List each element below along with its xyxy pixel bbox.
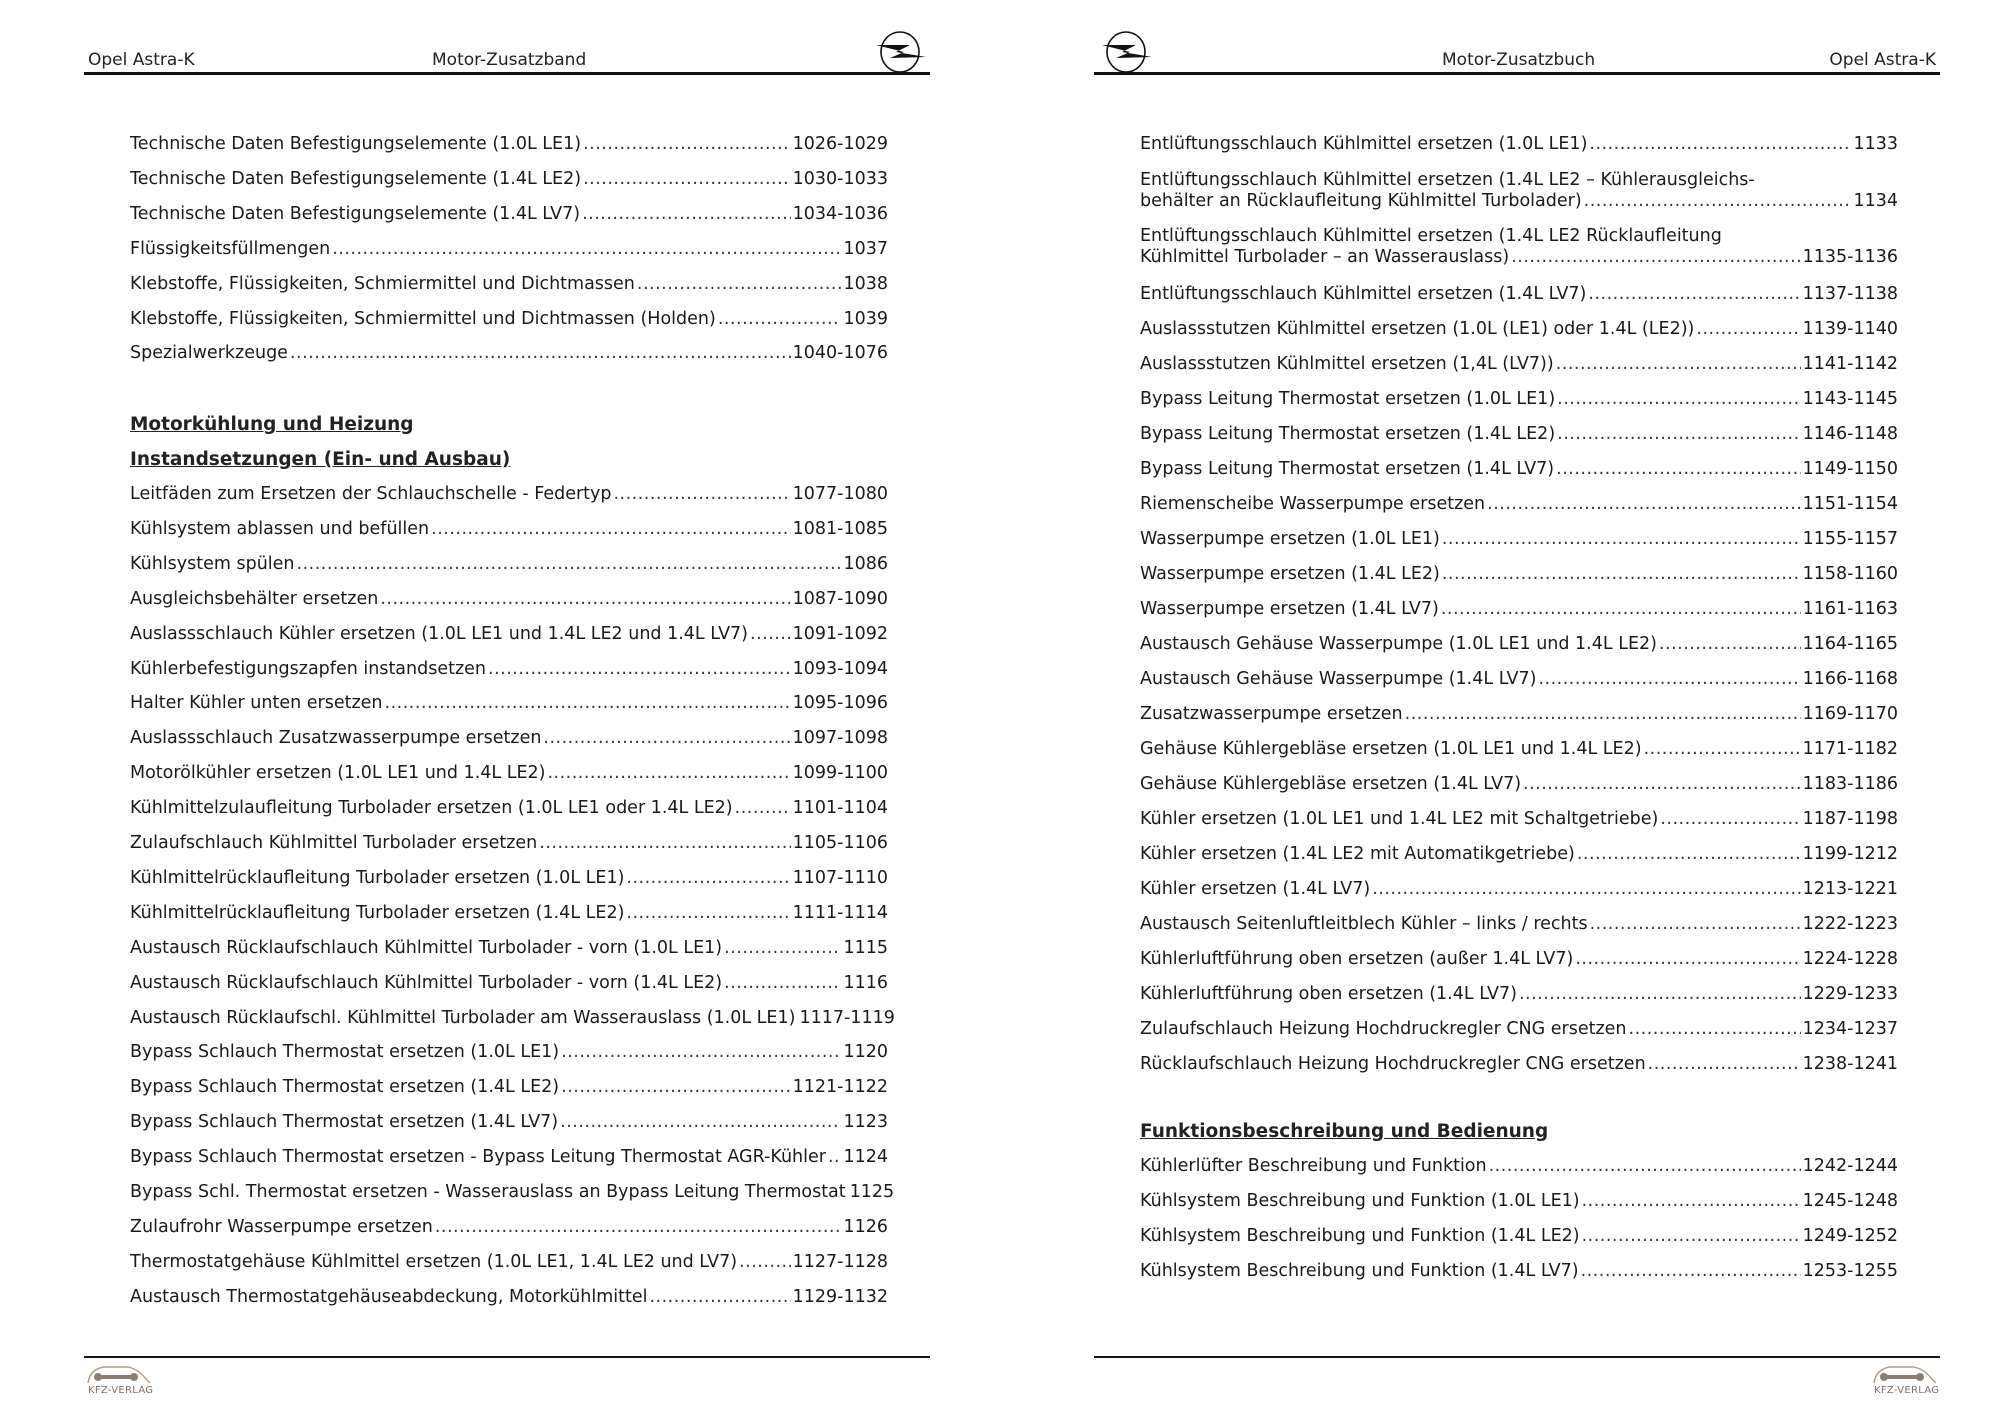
toc-entry[interactable] bbox=[130, 343, 888, 364]
page-header bbox=[84, 0, 930, 76]
dot-leader bbox=[1696, 319, 1800, 340]
toc-entry[interactable] bbox=[1140, 134, 1898, 155]
dot-leader bbox=[1556, 459, 1800, 480]
dot-leader bbox=[718, 309, 842, 330]
toc-entry[interactable] bbox=[130, 1042, 888, 1063]
toc-entry-title: Bypass Leitung Thermostat ersetzen (1.0L LE1) bbox=[1140, 389, 1556, 409]
toc-entry-pages: 1126 bbox=[843, 1216, 888, 1237]
dot-leader bbox=[1582, 1191, 1801, 1212]
dot-leader bbox=[539, 833, 790, 854]
toc-entry-title: Bypass Schlauch Thermostat ersetzen (1.4L LE2) bbox=[130, 1077, 560, 1098]
dot-leader bbox=[297, 554, 842, 575]
toc-entry-pages: 1171-1182 bbox=[1802, 739, 1898, 759]
toc-entry[interactable] bbox=[130, 1007, 895, 1029]
toc-entry-pages: 1253-1255 bbox=[1802, 1260, 1898, 1281]
dot-leader bbox=[583, 134, 791, 155]
toc-entry-title: Austausch Thermostatgehäuseabdeckung, Motorkühlmittel bbox=[130, 1286, 648, 1307]
toc-entry[interactable] bbox=[130, 1287, 888, 1308]
dot-leader bbox=[1629, 1019, 1801, 1040]
toc-entry-pages: 1234-1237 bbox=[1802, 1019, 1898, 1039]
opel-logo-icon bbox=[870, 30, 930, 74]
toc-entry-title: Zulaufschlauch Kühlmittel Turbolader ersetzen bbox=[130, 833, 538, 853]
toc-entry-title: Bypass Schlauch Thermostat ersetzen (1.0L LE1) bbox=[130, 1042, 560, 1063]
toc-entry[interactable] bbox=[130, 484, 888, 505]
toc-entry-pages: 1139-1140 bbox=[1802, 319, 1898, 339]
header-book-title: Motor-Zusatzband bbox=[432, 50, 587, 70]
toc-entry[interactable] bbox=[1140, 599, 1898, 620]
toc-entry-title: Zusatzwasserpumpe ersetzen bbox=[1140, 704, 1403, 724]
toc-entry-title: Austausch Rücklaufschlauch Kühlmittel Turbolader - vorn (1.0L LE1) bbox=[130, 937, 723, 958]
toc-entry-pages: 1149-1150 bbox=[1802, 459, 1898, 479]
toc-entry[interactable] bbox=[1140, 459, 1898, 480]
dot-leader bbox=[582, 204, 791, 225]
toc-entry[interactable] bbox=[130, 1182, 895, 1203]
dot-leader bbox=[739, 1252, 791, 1273]
toc-entry[interactable] bbox=[1140, 1054, 1898, 1075]
dot-leader bbox=[1538, 669, 1800, 690]
toc-entry-title: Kühlsystem Beschreibung und Funktion (1.0L LE1) bbox=[1140, 1190, 1580, 1211]
header-model: Opel Astra-K bbox=[1829, 50, 1936, 70]
dot-leader bbox=[649, 1287, 790, 1308]
dot-leader bbox=[1589, 134, 1851, 155]
toc-entry-title: Wasserpumpe ersetzen (1.0L LE1) bbox=[1140, 529, 1440, 549]
toc-entry[interactable] bbox=[130, 728, 888, 749]
toc-entry-title: Gehäuse Kühlergebläse ersetzen (1.0L LE1 und 1.4L LE2) bbox=[1140, 739, 1642, 759]
toc-entry-pages: 1091-1092 bbox=[792, 623, 888, 644]
toc-entry-pages: 1087-1090 bbox=[792, 588, 888, 609]
toc-entry-title: Kühlsystem ablassen und befüllen bbox=[130, 518, 430, 539]
toc-entry-title: Bypass Leitung Thermostat ersetzen (1.4L LV7) bbox=[1140, 459, 1555, 479]
dot-leader bbox=[583, 169, 791, 190]
toc-entry[interactable] bbox=[130, 903, 888, 924]
dot-leader bbox=[1519, 984, 1801, 1005]
toc-entry-title: Thermostatgehäuse Kühlmittel ersetzen (1.0L LE1, 1.4L LE2 und LV7) bbox=[130, 1251, 738, 1272]
toc-entry-pages: 1101-1104 bbox=[792, 798, 888, 819]
toc-entry-title: Halter Kühler unten ersetzen bbox=[130, 693, 383, 714]
dot-leader bbox=[1442, 564, 1801, 585]
toc-entry-pages: 1166-1168 bbox=[1802, 669, 1898, 689]
toc-entry[interactable] bbox=[130, 1252, 888, 1273]
toc-entry-title: Zulaufschlauch Heizung Hochdruckregler CNG ersetzen bbox=[1140, 1019, 1627, 1039]
toc-entry[interactable] bbox=[1140, 354, 1898, 375]
toc-entry[interactable] bbox=[1140, 704, 1898, 725]
toc-entry[interactable] bbox=[1140, 424, 1898, 445]
toc-entry-title: Spezialwerkzeuge bbox=[130, 343, 288, 364]
toc-entry[interactable] bbox=[130, 868, 888, 889]
toc-entry-pages: 1242-1244 bbox=[1802, 1156, 1898, 1176]
toc-entry-title: Technische Daten Befestigungselemente (1.4L LE2) bbox=[130, 168, 582, 189]
dot-leader bbox=[1590, 914, 1801, 935]
toc-entry-title: Kühlmittelrücklaufleitung Turbolader ersetzen (1.0L LE1) bbox=[130, 867, 625, 888]
toc-entry[interactable] bbox=[130, 798, 888, 819]
toc-entry-title: Kühlerbefestigungszapfen instandsetzen bbox=[130, 658, 487, 679]
dot-leader bbox=[1659, 634, 1801, 655]
toc-entry-title: Wasserpumpe ersetzen (1.4L LE2) bbox=[1140, 564, 1440, 584]
toc-entry[interactable] bbox=[130, 589, 888, 610]
toc-entry-pages: 1086 bbox=[843, 553, 888, 574]
toc-entry[interactable] bbox=[130, 519, 888, 540]
toc-entry-title: Auslassschlauch Zusatzwasserpumpe ersetzen bbox=[130, 728, 542, 749]
toc-entry-title: Austausch Gehäuse Wasserpumpe (1.0L LE1 und 1.4L LE2) bbox=[1140, 634, 1657, 654]
toc-entry-title: Rücklaufschlauch Heizung Hochdruckregler CNG ersetzen bbox=[1140, 1054, 1646, 1074]
toc-entry[interactable] bbox=[1140, 669, 1898, 690]
dot-leader bbox=[735, 798, 791, 819]
toc-entry-pages: 1161-1163 bbox=[1802, 599, 1898, 619]
toc-entry-title: Kühlmittelzulaufleitung Turbolader ersetzen (1.0L LE1 oder 1.4L LE2) bbox=[130, 798, 733, 819]
toc-entry-pages: 1123 bbox=[843, 1112, 888, 1133]
dot-leader bbox=[561, 1077, 790, 1098]
toc-entry[interactable] bbox=[1140, 1226, 1898, 1247]
toc-entry[interactable] bbox=[1140, 984, 1898, 1005]
toc-entry-title: Flüssigkeitsfüllmengen bbox=[130, 238, 331, 259]
toc-entry-title: Kühler ersetzen (1.0L LE1 und 1.4L LE2 mit Schaltgetriebe) bbox=[1140, 809, 1659, 829]
header-rule bbox=[1094, 72, 1940, 75]
dot-leader bbox=[1487, 494, 1800, 515]
toc-entry-pages: 1037 bbox=[843, 238, 888, 259]
toc-entry[interactable] bbox=[1140, 809, 1898, 830]
toc-entry-title: Kühlerluftführung oben ersetzen (außer 1.4L LV7) bbox=[1140, 949, 1574, 969]
toc-entry[interactable] bbox=[1140, 170, 1898, 212]
toc-entry-title: Kühler ersetzen (1.4L LE2 mit Automatikgetriebe) bbox=[1140, 844, 1575, 864]
toc-entry[interactable] bbox=[130, 763, 888, 784]
dot-leader bbox=[1648, 1054, 1801, 1075]
toc-entry[interactable] bbox=[130, 659, 888, 680]
toc-entry-title: Austausch Rücklaufschlauch Kühlmittel Turbolader - vorn (1.4L LE2) bbox=[130, 972, 723, 993]
toc-entry-title: Kühlerluftführung oben ersetzen (1.4L LV7) bbox=[1140, 984, 1517, 1004]
toc-entry-pages: 1077-1080 bbox=[792, 484, 888, 504]
toc-entry-pages: 1224-1228 bbox=[1802, 949, 1898, 969]
toc-entry-title: Bypass Schl. Thermostat ersetzen - Wasserauslass an Bypass Leitung Thermostat bbox=[130, 1182, 846, 1202]
page-header bbox=[1094, 0, 1940, 76]
dot-leader bbox=[1556, 354, 1801, 375]
toc-entry[interactable] bbox=[130, 169, 888, 190]
opel-logo-icon bbox=[1096, 30, 1156, 74]
dot-leader bbox=[750, 624, 791, 645]
toc-entry[interactable] bbox=[1140, 529, 1898, 550]
toc-entry-title: Kühlsystem spülen bbox=[130, 553, 295, 574]
dot-leader bbox=[431, 519, 790, 540]
toc-entry[interactable] bbox=[130, 309, 888, 330]
toc-entry-title: Technische Daten Befestigungselemente (1.0L LE1) bbox=[130, 134, 582, 154]
toc-entry[interactable] bbox=[130, 973, 888, 994]
dot-leader bbox=[613, 484, 790, 505]
toc-entry-pages: 1133 bbox=[1853, 134, 1898, 154]
toc-entry-pages: 1121-1122 bbox=[792, 1077, 888, 1098]
toc-entry-pages: 1111-1114 bbox=[792, 902, 888, 923]
toc-entry-pages: 1164-1165 bbox=[1802, 634, 1898, 654]
dot-leader bbox=[1660, 809, 1800, 830]
toc-entry-pages: 1151-1154 bbox=[1802, 494, 1898, 514]
toc-entry-pages: 1095-1096 bbox=[792, 693, 888, 714]
toc-entry[interactable] bbox=[1140, 879, 1898, 900]
toc-entry-title-line1: Entlüftungsschlauch Kühlmittel ersetzen (1.4L LE2 Rücklaufleitung bbox=[1140, 226, 1722, 246]
toc-entry-pages: 1134 bbox=[1853, 191, 1898, 211]
dot-leader bbox=[488, 659, 791, 680]
toc-entry[interactable] bbox=[1140, 319, 1898, 340]
toc-entry-pages: 1213-1221 bbox=[1802, 879, 1898, 899]
dot-leader bbox=[332, 239, 841, 260]
toc-entry-title-line1: Entlüftungsschlauch Kühlmittel ersetzen (1.4L LE2 – Kühlerausgleichs- bbox=[1140, 170, 1755, 190]
toc-entry-title: Kühlsystem Beschreibung und Funktion (1.4L LV7) bbox=[1140, 1260, 1579, 1281]
toc-entry-pages: 1115 bbox=[843, 937, 888, 958]
toc-entry[interactable] bbox=[130, 204, 888, 225]
toc-entry-pages: 1143-1145 bbox=[1802, 389, 1898, 409]
toc-entry-pages: 1107-1110 bbox=[792, 867, 888, 888]
header-rule bbox=[84, 72, 930, 75]
dot-leader bbox=[828, 1147, 841, 1168]
dot-leader bbox=[560, 1112, 841, 1133]
toc-entry[interactable] bbox=[1140, 634, 1898, 655]
toc-entry[interactable] bbox=[130, 833, 888, 854]
toc-entry-title: Riemenscheibe Wasserpumpe ersetzen bbox=[1140, 494, 1486, 514]
toc-entry[interactable] bbox=[130, 1077, 888, 1098]
car-wrench-icon bbox=[84, 1361, 154, 1387]
toc-entry-title: Kühlmittelrücklaufleitung Turbolader ersetzen (1.4L LE2) bbox=[130, 902, 625, 923]
toc-entry[interactable] bbox=[1140, 1019, 1898, 1040]
toc-entry-pages: 1116 bbox=[843, 972, 888, 993]
toc-entry-pages: 1229-1233 bbox=[1802, 984, 1898, 1004]
toc-entry[interactable] bbox=[130, 1217, 888, 1238]
toc-entry[interactable] bbox=[130, 1147, 888, 1168]
toc-entry-title: Auslassschlauch Kühler ersetzen (1.0L LE1 und 1.4L LE2 und 1.4L LV7) bbox=[130, 623, 749, 644]
toc-entry-title: Kühlmittel Turbolader – an Wasserauslass) bbox=[1140, 247, 1510, 267]
dot-leader bbox=[290, 343, 791, 364]
toc-entry[interactable] bbox=[1140, 774, 1898, 795]
toc-entry-title: Austausch Seitenluftleitblech Kühler – links / rechts bbox=[1140, 914, 1588, 934]
toc-entry-title: Bypass Leitung Thermostat ersetzen (1.4L LE2) bbox=[1140, 424, 1556, 444]
toc-entry-title: Bypass Schlauch Thermostat ersetzen (1.4L LV7) bbox=[130, 1112, 559, 1133]
dot-leader bbox=[1372, 879, 1800, 900]
toc-entry-pages: 1146-1148 bbox=[1802, 424, 1898, 444]
toc-entry-title: Auslassstutzen Kühlmittel ersetzen (1.0L (LE1) oder 1.4L (LE2)) bbox=[1140, 319, 1695, 339]
toc-entry-title: Technische Daten Befestigungselemente (1.4L LV7) bbox=[130, 203, 581, 224]
dot-leader bbox=[1489, 1156, 1801, 1177]
toc-entry[interactable] bbox=[130, 554, 888, 575]
dot-leader bbox=[1588, 284, 1800, 305]
toc-entry-pages: 1127-1128 bbox=[792, 1251, 888, 1272]
dot-leader bbox=[435, 1217, 842, 1238]
toc-entry[interactable] bbox=[130, 938, 888, 959]
subsection-heading: Instandsetzungen (Ein- und Ausbau) bbox=[130, 449, 511, 470]
left-page bbox=[84, 0, 930, 1413]
section-heading: Funktionsbeschreibung und Bedienung bbox=[1140, 1121, 1549, 1142]
toc-entry-title: Wasserpumpe ersetzen (1.4L LV7) bbox=[1140, 599, 1439, 619]
toc-entry-pages: 1125 bbox=[849, 1182, 895, 1202]
toc-entry[interactable] bbox=[1140, 1156, 1898, 1177]
footer-rule bbox=[84, 1356, 930, 1358]
toc-entry-title: Bypass Schlauch Thermostat ersetzen - Bypass Leitung Thermostat AGR-Kühler bbox=[130, 1147, 826, 1168]
toc-entry-pages: 1238-1241 bbox=[1802, 1054, 1898, 1074]
toc-entry[interactable] bbox=[1140, 1261, 1898, 1282]
dot-leader bbox=[1584, 191, 1852, 212]
section-heading: Motorkühlung und Heizung bbox=[130, 414, 414, 435]
toc-entry-pages: 1120 bbox=[843, 1042, 888, 1063]
toc-entry-title: Kühlsystem Beschreibung und Funktion (1.4L LE2) bbox=[1140, 1225, 1580, 1246]
dot-leader bbox=[1511, 247, 1800, 268]
dot-leader bbox=[543, 728, 790, 749]
toc-entry[interactable] bbox=[1140, 284, 1898, 305]
toc-entry[interactable] bbox=[130, 624, 888, 645]
toc-entry[interactable] bbox=[1140, 389, 1898, 410]
toc-entry-pages: 1030-1033 bbox=[792, 168, 888, 189]
dot-leader bbox=[1557, 389, 1800, 410]
toc-entry[interactable] bbox=[1140, 494, 1898, 515]
toc-entry[interactable] bbox=[1140, 739, 1898, 760]
dot-leader bbox=[1575, 949, 1800, 970]
dot-leader bbox=[380, 589, 790, 610]
toc-entry-title: Gehäuse Kühlergebläse ersetzen (1.4L LV7) bbox=[1140, 774, 1522, 794]
dot-leader bbox=[561, 1042, 841, 1063]
toc-entry-pages: 1249-1252 bbox=[1802, 1225, 1898, 1246]
toc-entry-pages: 1137-1138 bbox=[1802, 284, 1898, 304]
toc-entry-pages: 1135-1136 bbox=[1802, 247, 1898, 267]
toc-entry-pages: 1158-1160 bbox=[1802, 564, 1898, 584]
toc-entry-pages: 1105-1106 bbox=[792, 833, 888, 853]
dot-leader bbox=[626, 868, 790, 889]
dot-leader bbox=[626, 903, 790, 924]
toc-entry[interactable] bbox=[130, 1112, 888, 1133]
toc-entry[interactable] bbox=[1140, 1191, 1898, 1212]
right-page bbox=[1094, 0, 1940, 1413]
toc-entry-pages: 1222-1223 bbox=[1802, 914, 1898, 934]
toc-entry-pages: 1039 bbox=[843, 308, 888, 329]
toc-entry-pages: 1034-1036 bbox=[792, 203, 888, 224]
dot-leader bbox=[385, 693, 791, 714]
toc-entry-title: Leitfäden zum Ersetzen der Schlauchschelle - Federtyp bbox=[130, 484, 612, 504]
toc-entry[interactable] bbox=[1140, 564, 1898, 585]
kfz-verlag-logo: KFZ-VERLAG bbox=[84, 1361, 154, 1403]
toc-entry-pages: 1097-1098 bbox=[792, 728, 888, 749]
toc-entry-pages: 1081-1085 bbox=[792, 518, 888, 539]
toc-entry-pages: 1099-1100 bbox=[792, 763, 888, 784]
toc-entry-pages: 1038 bbox=[843, 273, 888, 294]
toc-entry-title: Austausch Rücklaufschl. Kühlmittel Turbolader am Wasserauslass (1.0L LE1) bbox=[130, 1007, 796, 1028]
dot-leader bbox=[1577, 844, 1801, 865]
kfz-verlag-logo: KFZ-VERLAG bbox=[1870, 1361, 1940, 1403]
toc-entry-title: Ausgleichsbehälter ersetzen bbox=[130, 588, 379, 609]
toc-entry-pages: 1040-1076 bbox=[792, 343, 888, 364]
header-book-title: Motor-Zusatzbuch bbox=[1442, 50, 1596, 70]
dot-leader bbox=[1644, 739, 1801, 760]
dot-leader bbox=[1442, 529, 1801, 550]
dot-leader bbox=[724, 938, 841, 959]
toc-entry-title: behälter an Rücklaufleitung Kühlmittel Turbolader) bbox=[1140, 191, 1582, 211]
dot-leader bbox=[547, 763, 790, 784]
dot-leader bbox=[1441, 599, 1801, 620]
dot-leader bbox=[1405, 704, 1801, 725]
toc-entry-title: Klebstoffe, Flüssigkeiten, Schmiermittel und Dichtmassen bbox=[130, 273, 635, 294]
toc-entry-title: Kühlerlüfter Beschreibung und Funktion bbox=[1140, 1156, 1487, 1176]
toc-entry-pages: 1093-1094 bbox=[792, 658, 888, 679]
toc-entry[interactable] bbox=[130, 239, 888, 260]
toc-entry[interactable] bbox=[1140, 844, 1898, 865]
toc-entry-pages: 1183-1186 bbox=[1802, 774, 1898, 794]
header-model: Opel Astra-K bbox=[88, 50, 195, 70]
toc-entry[interactable] bbox=[1140, 914, 1898, 935]
toc-entry-title: Entlüftungsschlauch Kühlmittel ersetzen (1.0L LE1) bbox=[1140, 134, 1588, 154]
footer-rule bbox=[1094, 1356, 1940, 1358]
dot-leader bbox=[724, 973, 841, 994]
toc-entry-pages: 1117-1119 bbox=[799, 1007, 895, 1028]
dot-leader bbox=[1523, 774, 1801, 795]
toc-entry-title: Kühler ersetzen (1.4L LV7) bbox=[1140, 879, 1371, 899]
toc-entry-pages: 1169-1170 bbox=[1802, 704, 1898, 724]
toc-entry[interactable] bbox=[130, 693, 888, 714]
dot-leader bbox=[1582, 1226, 1801, 1247]
toc-entry-pages: 1187-1198 bbox=[1802, 809, 1898, 829]
dot-leader bbox=[637, 274, 842, 295]
toc-entry-title: Zulaufrohr Wasserpumpe ersetzen bbox=[130, 1216, 433, 1237]
toc-entry-title: Motorölkühler ersetzen (1.0L LE1 und 1.4L LE2) bbox=[130, 763, 546, 784]
toc-entry-pages: 1199-1212 bbox=[1802, 844, 1898, 864]
toc-entry[interactable] bbox=[1140, 226, 1898, 268]
toc-entry-title: Klebstoffe, Flüssigkeiten, Schmiermittel und Dichtmassen (Holden) bbox=[130, 308, 716, 329]
toc-entry-pages: 1141-1142 bbox=[1802, 354, 1898, 374]
toc-entry-pages: 1155-1157 bbox=[1802, 529, 1898, 549]
dot-leader bbox=[1581, 1261, 1801, 1282]
toc-entry-pages: 1124 bbox=[843, 1147, 888, 1168]
toc-entry-title: Entlüftungsschlauch Kühlmittel ersetzen (1.4L LV7) bbox=[1140, 284, 1587, 304]
toc-entry[interactable] bbox=[130, 274, 888, 295]
dot-leader bbox=[1557, 424, 1800, 445]
toc-entry[interactable] bbox=[1140, 949, 1898, 970]
toc-entry-pages: 1026-1029 bbox=[792, 134, 888, 154]
toc-entry-pages: 1129-1132 bbox=[792, 1286, 888, 1307]
toc-entry[interactable] bbox=[130, 134, 888, 155]
toc-entry-title: Auslassstutzen Kühlmittel ersetzen (1,4L (LV7)) bbox=[1140, 354, 1554, 374]
car-wrench-icon bbox=[1870, 1361, 1940, 1387]
toc-entry-pages: 1245-1248 bbox=[1802, 1190, 1898, 1211]
toc-entry-title: Austausch Gehäuse Wasserpumpe (1.4L LV7) bbox=[1140, 669, 1537, 689]
